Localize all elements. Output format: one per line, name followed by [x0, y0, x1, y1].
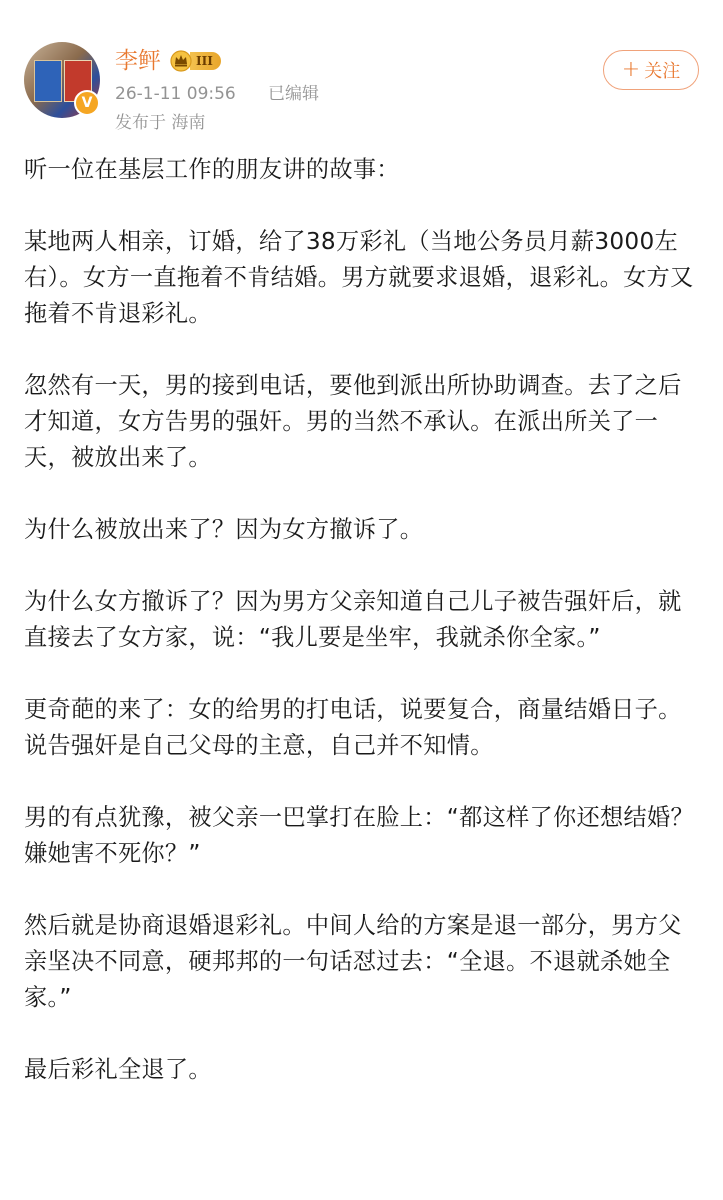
follow-label: 关注	[644, 61, 681, 82]
post-paragraph: 然后就是协商退婚退彩礼。中间人给的方案是退一部分，男方父亲坚决不同意，硬邦邦的一句话怼过去：“全退。不退就杀她全家。”	[24, 912, 682, 1011]
plus-icon: +	[621, 57, 641, 82]
post-location: 发布于 海南	[115, 113, 206, 133]
post-paragraph: 更奇葩的来了：女的给男的打电话，说要复合，商量结婚日子。说告强奸是自己父母的主意，自己并不知情。	[24, 696, 682, 759]
verified-icon: V	[74, 90, 100, 116]
post-paragraph: 男的有点犹豫，被父亲一巴掌打在脸上：“都这样了你还想结婚？嫌她害不死你？”	[24, 804, 694, 867]
post-header	[0, 0, 723, 150]
post-paragraph: 听一位在基层工作的朋友讲的故事：	[24, 156, 400, 183]
post-timestamp: 26-1-11 09:56	[115, 84, 236, 104]
post-paragraph: 为什么被放出来了？因为女方撤诉了。	[24, 516, 424, 543]
edited-label[interactable]: 已编辑	[268, 84, 319, 104]
post-paragraph: 为什么女方撤诉了？因为男方父亲知道自己儿子被告强奸后，就直接去了女方家，说：“我儿要是坐牢，我就杀你全家。”	[24, 588, 682, 651]
post-paragraph: 某地两人相亲，订婚，给了38万彩礼（当地公务员月薪3000左右）。女方一直拖着不肯结婚。男方就要求退婚，退彩礼。女方又拖着不肯退彩礼。	[24, 228, 694, 327]
author-name[interactable]: 李鲆	[115, 48, 161, 74]
post-body	[24, 152, 700, 1124]
crown-icon	[170, 50, 194, 72]
vip-badge[interactable]	[170, 50, 232, 72]
avatar-book-left-icon	[34, 60, 62, 102]
post-paragraph: 最后彩礼全退了。	[24, 1056, 212, 1083]
follow-button[interactable]	[603, 50, 699, 90]
vip-level: III	[190, 52, 221, 70]
post-paragraph: 忽然有一天，男的接到电话，要他到派出所协助调查。去了之后才知道，女方告男的强奸。男的当然不承认。在派出所关了一天，被放出来了。	[24, 372, 682, 471]
